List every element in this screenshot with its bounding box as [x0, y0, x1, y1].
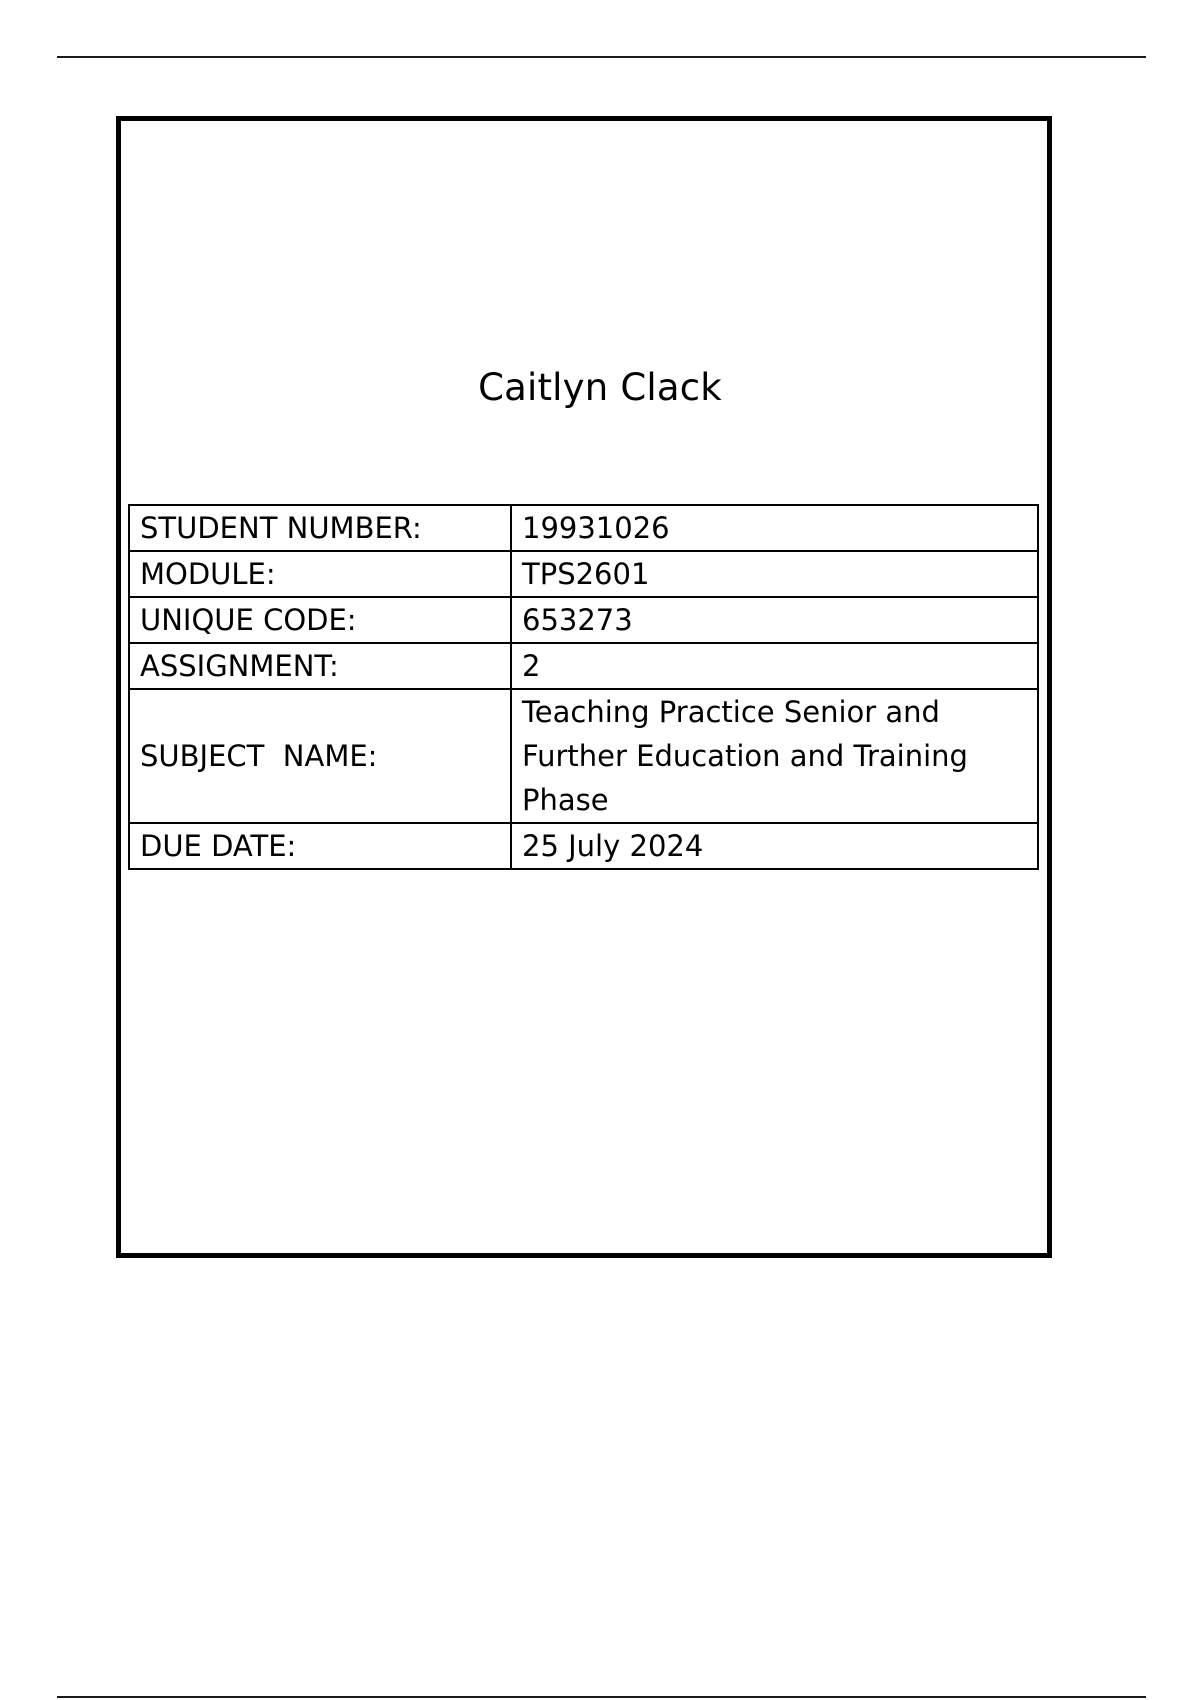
- page-footer-rule: [57, 1696, 1146, 1698]
- unique-code-label: UNIQUE CODE:: [129, 597, 511, 643]
- table-row: [129, 597, 1038, 643]
- table-row: [129, 551, 1038, 597]
- unique-code-value: 653273: [511, 597, 1038, 643]
- table-row: [129, 823, 1038, 869]
- module-label: MODULE:: [129, 551, 511, 597]
- student-name-title: Caitlyn Clack: [478, 366, 722, 409]
- table-row: [129, 689, 1038, 823]
- subject-name-value: Teaching Practice Senior and Further Education and Training Phase: [511, 689, 1038, 823]
- subject-name-label: SUBJECT NAME:: [129, 689, 511, 823]
- table-row: [129, 643, 1038, 689]
- due-date-label: DUE DATE:: [129, 823, 511, 869]
- student-number-value: 19931026: [511, 505, 1038, 551]
- table-row: [129, 505, 1038, 551]
- module-value: TPS2601: [511, 551, 1038, 597]
- page-header-rule: [57, 56, 1146, 58]
- due-date-value: 25 July 2024: [511, 823, 1038, 869]
- assignment-info-table: [128, 504, 1039, 870]
- assignment-value: 2: [511, 643, 1038, 689]
- student-number-label: STUDENT NUMBER:: [129, 505, 511, 551]
- assignment-label: ASSIGNMENT:: [129, 643, 511, 689]
